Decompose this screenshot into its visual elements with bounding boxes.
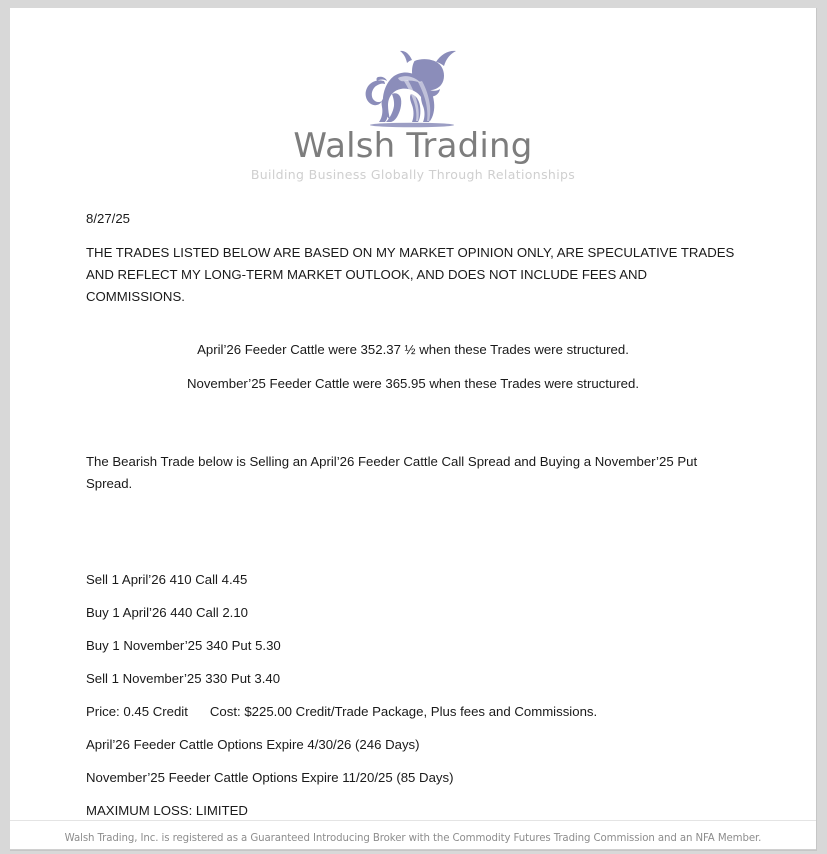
logo-tagline: Building Business Globally Through Relationships xyxy=(250,167,576,182)
maximum-loss: MAXIMUM LOSS: LIMITED xyxy=(86,803,248,818)
disclaimer-paragraph: THE TRADES LISTED BELOW ARE BASED ON MY MARKET OPINION ONLY, ARE SPECULATIVE TRADES AND REFLECT MY LONG-TERM MARKET OUTLOOK, AND DOES NOT INCLUDE FEES AND COMMISSIONS. xyxy=(86,245,738,304)
footer-disclosure: Walsh Trading, Inc. is registered as a Guaranteed Introducing Broker with the Commodity Futures Trading Commission and an NFA Member. xyxy=(64,833,762,844)
bull-icon xyxy=(348,50,478,128)
spacer xyxy=(86,230,740,242)
footer-divider xyxy=(10,849,816,850)
market-note-april: April’26 Feeder Cattle were 352.37 ½ when these Trades were structured. xyxy=(197,342,629,357)
market-note-november: November’25 Feeder Cattle were 365.95 when these Trades were structured. xyxy=(186,376,640,391)
trade-leg: Sell 1 November’25 330 Put 3.40 xyxy=(86,671,281,686)
company-logo xyxy=(10,8,816,182)
spacer xyxy=(86,495,740,551)
strategy-summary: The Bearish Trade below is Selling an April’26 Feeder Cattle Call Spread and Buying a November’25 Put Spread. xyxy=(86,454,701,491)
cost-label: Cost: $225.00 Credit/Trade Package, Plus fees and Commissions. xyxy=(209,704,598,719)
logo-wordmark: Walsh Trading xyxy=(293,126,533,166)
document-body xyxy=(10,208,816,827)
expiration-november: November’25 Feeder Cattle Options Expire 11/20/25 (85 Days) xyxy=(86,770,454,785)
spacer xyxy=(86,551,740,563)
document-footer xyxy=(10,820,816,850)
trade-leg: Buy 1 November’25 340 Put 5.30 xyxy=(86,638,281,653)
spacer xyxy=(86,308,740,339)
trade-leg: Sell 1 April’26 410 Call 4.45 xyxy=(86,572,248,587)
document-date: 8/27/25 xyxy=(86,211,130,226)
trade-leg: Buy 1 April’26 440 Call 2.10 xyxy=(86,605,249,620)
pricing-line xyxy=(86,695,740,728)
expiration-april: April’26 Feeder Cattle Options Expire 4/30/26 (246 Days) xyxy=(86,737,420,752)
document-page xyxy=(10,8,817,851)
spacer xyxy=(86,361,740,373)
spacer xyxy=(86,395,740,451)
price-label: Price: 0.45 Credit xyxy=(86,704,188,719)
